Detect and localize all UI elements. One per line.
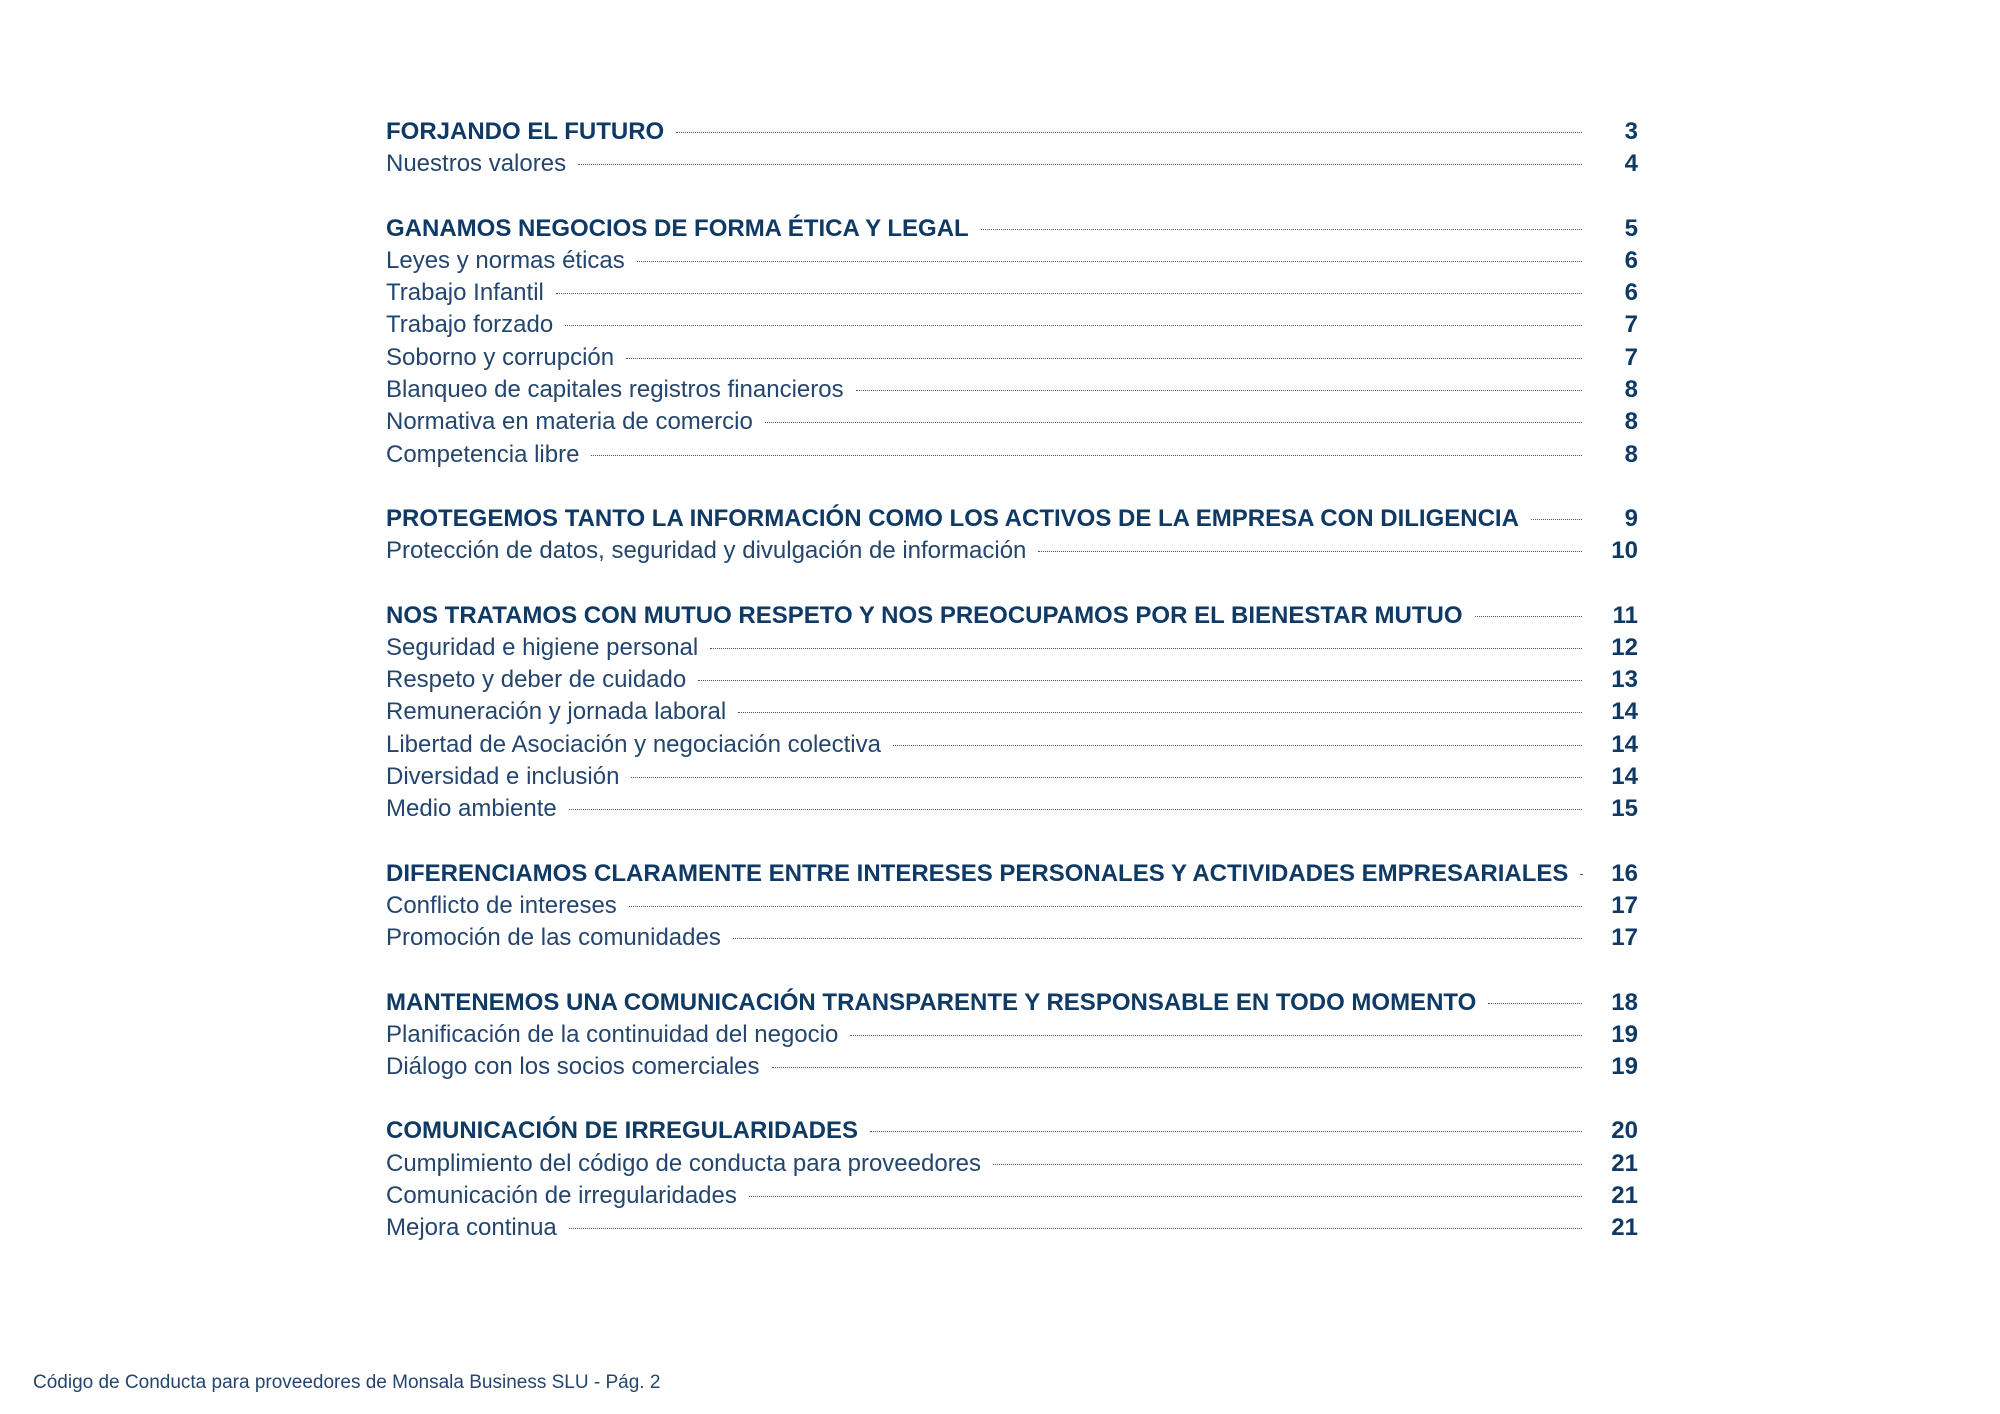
dot-leader bbox=[631, 777, 1582, 778]
toc-section-irregularidades bbox=[386, 1115, 1638, 1244]
toc-page-number: 6 bbox=[1624, 279, 1638, 307]
toc-entry-title: Seguridad e higiene personal bbox=[386, 633, 699, 661]
dot-leader bbox=[710, 648, 1582, 649]
toc-page-number: 21 bbox=[1611, 1182, 1638, 1210]
toc-heading[interactable] bbox=[386, 1115, 1638, 1147]
dot-leader bbox=[637, 261, 1582, 262]
toc-entry-title: Cumplimiento del código de conducta para proveedores bbox=[386, 1149, 982, 1177]
toc-page-number: 15 bbox=[1611, 795, 1638, 823]
toc-page-number: 19 bbox=[1611, 1053, 1638, 1081]
toc-entry-title: Leyes y normas éticas bbox=[386, 246, 625, 274]
toc-page-number: 11 bbox=[1612, 601, 1638, 629]
toc-heading[interactable] bbox=[386, 213, 1638, 245]
dot-leader bbox=[738, 712, 1582, 713]
dot-leader bbox=[565, 325, 1582, 326]
toc-heading-title: COMUNICACIÓN DE IRREGULARIDADES bbox=[386, 1117, 859, 1145]
toc-entry-title: Trabajo Infantil bbox=[386, 279, 544, 307]
toc-entry[interactable] bbox=[386, 535, 1638, 567]
toc-page-number: 8 bbox=[1624, 376, 1638, 404]
toc-entry[interactable] bbox=[386, 406, 1638, 438]
toc-page-number: 8 bbox=[1624, 440, 1638, 468]
dot-leader bbox=[556, 293, 1582, 294]
toc-entry-title: Respeto y deber de cuidado bbox=[386, 666, 687, 694]
toc-page-number: 7 bbox=[1624, 343, 1638, 371]
toc-section-intereses bbox=[386, 858, 1638, 955]
toc-page-number: 21 bbox=[1611, 1214, 1638, 1242]
dot-leader bbox=[993, 1164, 1582, 1165]
toc-page-number: 14 bbox=[1611, 698, 1638, 726]
toc-entry-title: Blanqueo de capitales registros financieros bbox=[386, 376, 844, 404]
dot-leader bbox=[1475, 616, 1582, 617]
toc-entry-title: Medio ambiente bbox=[386, 795, 557, 823]
toc-heading-title: DIFERENCIAMOS CLARAMENTE ENTRE INTERESES PERSONALES Y ACTIVIDADES EMPRESARIALES bbox=[386, 859, 1569, 887]
dot-leader bbox=[981, 229, 1582, 230]
toc-heading[interactable] bbox=[386, 987, 1638, 1019]
toc-heading[interactable] bbox=[386, 116, 1638, 148]
dot-leader bbox=[1488, 1003, 1582, 1004]
toc-section-proteccion bbox=[386, 503, 1638, 568]
dot-leader bbox=[749, 1196, 1582, 1197]
dot-leader bbox=[569, 809, 1582, 810]
toc-entry[interactable] bbox=[386, 793, 1638, 825]
dot-leader bbox=[676, 132, 1582, 133]
toc-heading-title: MANTENEMOS UNA COMUNICACIÓN TRANSPARENTE Y RESPONSABLE EN TODO MOMENTO bbox=[386, 988, 1477, 1016]
toc-heading[interactable] bbox=[386, 503, 1638, 535]
dot-leader bbox=[733, 938, 1582, 939]
toc-entry[interactable] bbox=[386, 1051, 1638, 1083]
toc-heading[interactable] bbox=[386, 858, 1638, 890]
toc-entry[interactable] bbox=[386, 1212, 1638, 1244]
toc-page-number: 17 bbox=[1611, 924, 1638, 952]
toc-entry[interactable] bbox=[386, 664, 1638, 696]
toc-heading[interactable] bbox=[386, 600, 1638, 632]
dot-leader bbox=[698, 680, 1582, 681]
toc-page-number: 12 bbox=[1611, 633, 1638, 661]
dot-leader bbox=[850, 1035, 1582, 1036]
toc-page-number: 6 bbox=[1624, 246, 1638, 274]
dot-leader bbox=[591, 455, 1582, 456]
toc-entry[interactable] bbox=[386, 632, 1638, 664]
toc-entry-title: Promoción de las comunidades bbox=[386, 924, 721, 952]
toc-entry-title: Diálogo con los socios comerciales bbox=[386, 1053, 760, 1081]
toc-page-number: 18 bbox=[1611, 988, 1638, 1016]
toc-entry-title: Comunicación de irregularidades bbox=[386, 1182, 737, 1210]
toc-page-number: 9 bbox=[1624, 504, 1638, 532]
toc-page-number: 14 bbox=[1611, 730, 1638, 758]
toc-page-number: 13 bbox=[1611, 666, 1638, 694]
toc-entry-title: Protección de datos, seguridad y divulgación de información bbox=[386, 537, 1027, 565]
toc-page-number: 3 bbox=[1624, 118, 1638, 145]
toc-entry[interactable] bbox=[386, 1019, 1638, 1051]
toc-heading-title: PROTEGEMOS TANTO LA INFORMACIÓN COMO LOS ACTIVOS DE LA EMPRESA CON DILIGENCIA bbox=[386, 504, 1519, 532]
toc-heading-title: GANAMOS NEGOCIOS DE FORMA ÉTICA Y LEGAL bbox=[386, 214, 969, 242]
toc-entry-title: Nuestros valores bbox=[386, 150, 567, 178]
toc-entry[interactable] bbox=[386, 245, 1638, 277]
toc-section-comunicacion bbox=[386, 987, 1638, 1084]
toc-entry[interactable] bbox=[386, 729, 1638, 761]
toc-entry[interactable] bbox=[386, 342, 1638, 374]
dot-leader bbox=[765, 422, 1582, 423]
dot-leader bbox=[1531, 519, 1582, 520]
toc-page-number: 17 bbox=[1611, 891, 1638, 919]
toc-page-number: 20 bbox=[1611, 1117, 1638, 1145]
toc-entry-title: Planificación de la continuidad del negocio bbox=[386, 1020, 839, 1048]
dot-leader bbox=[629, 906, 1582, 907]
toc-page-number: 8 bbox=[1624, 408, 1638, 436]
toc-entry-title: Diversidad e inclusión bbox=[386, 763, 620, 791]
toc-page-number: 14 bbox=[1611, 763, 1638, 791]
toc-entry[interactable] bbox=[386, 761, 1638, 793]
toc-heading-title: NOS TRATAMOS CON MUTUO RESPETO Y NOS PREOCUPAMOS POR EL BIENESTAR MUTUO bbox=[386, 601, 1463, 629]
table-of-contents bbox=[386, 116, 1638, 1277]
toc-entry-title: Remuneración y jornada laboral bbox=[386, 698, 727, 726]
toc-entry-title: Trabajo forzado bbox=[386, 311, 554, 339]
toc-entry[interactable] bbox=[386, 309, 1638, 341]
toc-entry-title: Normativa en materia de comercio bbox=[386, 408, 753, 436]
toc-entry[interactable] bbox=[386, 1148, 1638, 1180]
toc-entry[interactable] bbox=[386, 374, 1638, 406]
toc-entry-title: Mejora continua bbox=[386, 1214, 557, 1242]
toc-entry-title: Soborno y corrupción bbox=[386, 343, 615, 371]
toc-entry[interactable] bbox=[386, 277, 1638, 309]
dot-leader bbox=[893, 745, 1582, 746]
toc-entry[interactable] bbox=[386, 696, 1638, 728]
dot-leader bbox=[578, 164, 1582, 165]
dot-leader bbox=[870, 1131, 1582, 1132]
toc-entry-title: Competencia libre bbox=[386, 440, 580, 468]
toc-section-respeto bbox=[386, 600, 1638, 826]
dot-leader bbox=[626, 358, 1582, 359]
toc-entry-title: Conflicto de intereses bbox=[386, 891, 617, 919]
toc-page-number: 7 bbox=[1624, 311, 1638, 339]
toc-entry[interactable] bbox=[386, 1180, 1638, 1212]
toc-page-number: 21 bbox=[1611, 1149, 1638, 1177]
toc-entry[interactable] bbox=[386, 922, 1638, 954]
toc-section-etica-legal bbox=[386, 213, 1638, 471]
toc-entry[interactable] bbox=[386, 148, 1638, 180]
toc-page-number: 4 bbox=[1624, 150, 1638, 178]
toc-entry[interactable] bbox=[386, 439, 1638, 471]
dot-leader bbox=[772, 1067, 1583, 1068]
toc-entry[interactable] bbox=[386, 890, 1638, 922]
toc-entry-title: Libertad de Asociación y negociación colectiva bbox=[386, 730, 881, 758]
toc-section-forjando bbox=[386, 116, 1638, 181]
dot-leader bbox=[1580, 874, 1582, 875]
dot-leader bbox=[1038, 551, 1582, 552]
page-footer: Código de Conducta para proveedores de Monsala Business SLU - Pág. 2 bbox=[33, 1372, 661, 1393]
toc-heading-title: FORJANDO EL FUTURO bbox=[386, 118, 665, 145]
dot-leader bbox=[856, 390, 1582, 391]
toc-page-number: 10 bbox=[1611, 537, 1638, 565]
dot-leader bbox=[569, 1228, 1582, 1229]
toc-page-number: 19 bbox=[1611, 1020, 1638, 1048]
toc-page-number: 16 bbox=[1611, 859, 1638, 887]
toc-page-number: 5 bbox=[1624, 214, 1638, 242]
